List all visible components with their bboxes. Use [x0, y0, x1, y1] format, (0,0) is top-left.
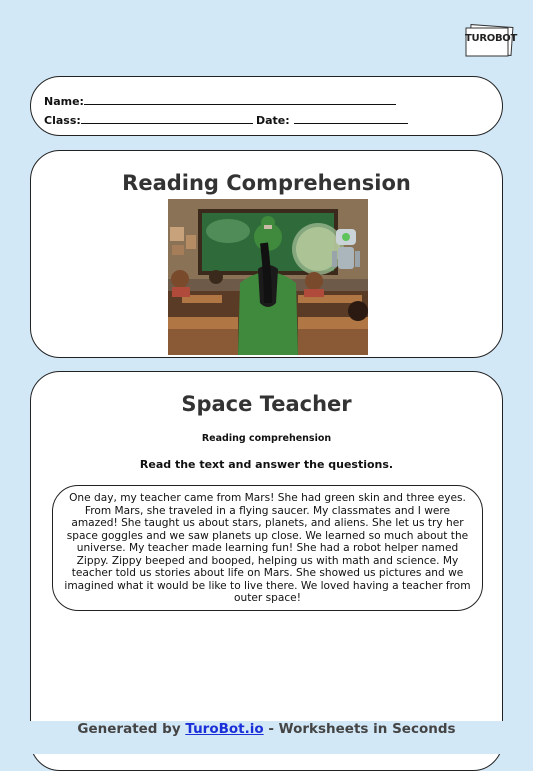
footer-suffix: - Worksheets in Seconds: [268, 721, 456, 737]
logo-text: TUROBOT: [465, 33, 517, 44]
story-subtitle: Reading comprehension: [201, 433, 332, 444]
class-line[interactable]: [81, 112, 253, 124]
date-line[interactable]: [294, 112, 408, 124]
story-card: [30, 371, 503, 771]
footer-prefix: Generated by: [77, 721, 181, 737]
date-field[interactable]: [256, 112, 408, 127]
story-instruction: Read the text and answer the questions.: [139, 458, 394, 471]
page-title: Reading Comprehension: [122, 171, 411, 195]
story-text-box: [52, 485, 483, 611]
class-label: Class:: [44, 114, 81, 127]
date-label: Date:: [256, 114, 290, 127]
name-label: Name:: [44, 95, 84, 108]
student-info-card: [30, 76, 503, 136]
classroom-illustration-icon: [168, 199, 368, 355]
footer-link[interactable]: TuroBot.io: [185, 721, 264, 737]
header-card: [30, 150, 503, 358]
class-field[interactable]: [44, 112, 253, 127]
name-line[interactable]: [84, 93, 396, 105]
classroom-illustration: [168, 199, 368, 355]
story-title: Space Teacher: [181, 392, 352, 416]
turobot-logo: [462, 24, 516, 58]
name-field[interactable]: [44, 93, 396, 108]
story-text: One day, my teacher came from Mars! She had green skin and three eyes. From Mars, she traveled in a flying saucer. My classmates and I were amazed! She taught us about stars, planets, and aliens. She let us try her space goggles and we saw planets up close. We learned so much about the universe. My teacher made learning fun! She had a robot helper named Zippy. Zippy beeped and booped, helping us with math and science. My teacher told us stories about life on Mars. She showed us pictures and we imagined what it would be like to live there. We loved having a teacher from outer space!: [64, 492, 471, 604]
footer: [0, 721, 533, 754]
